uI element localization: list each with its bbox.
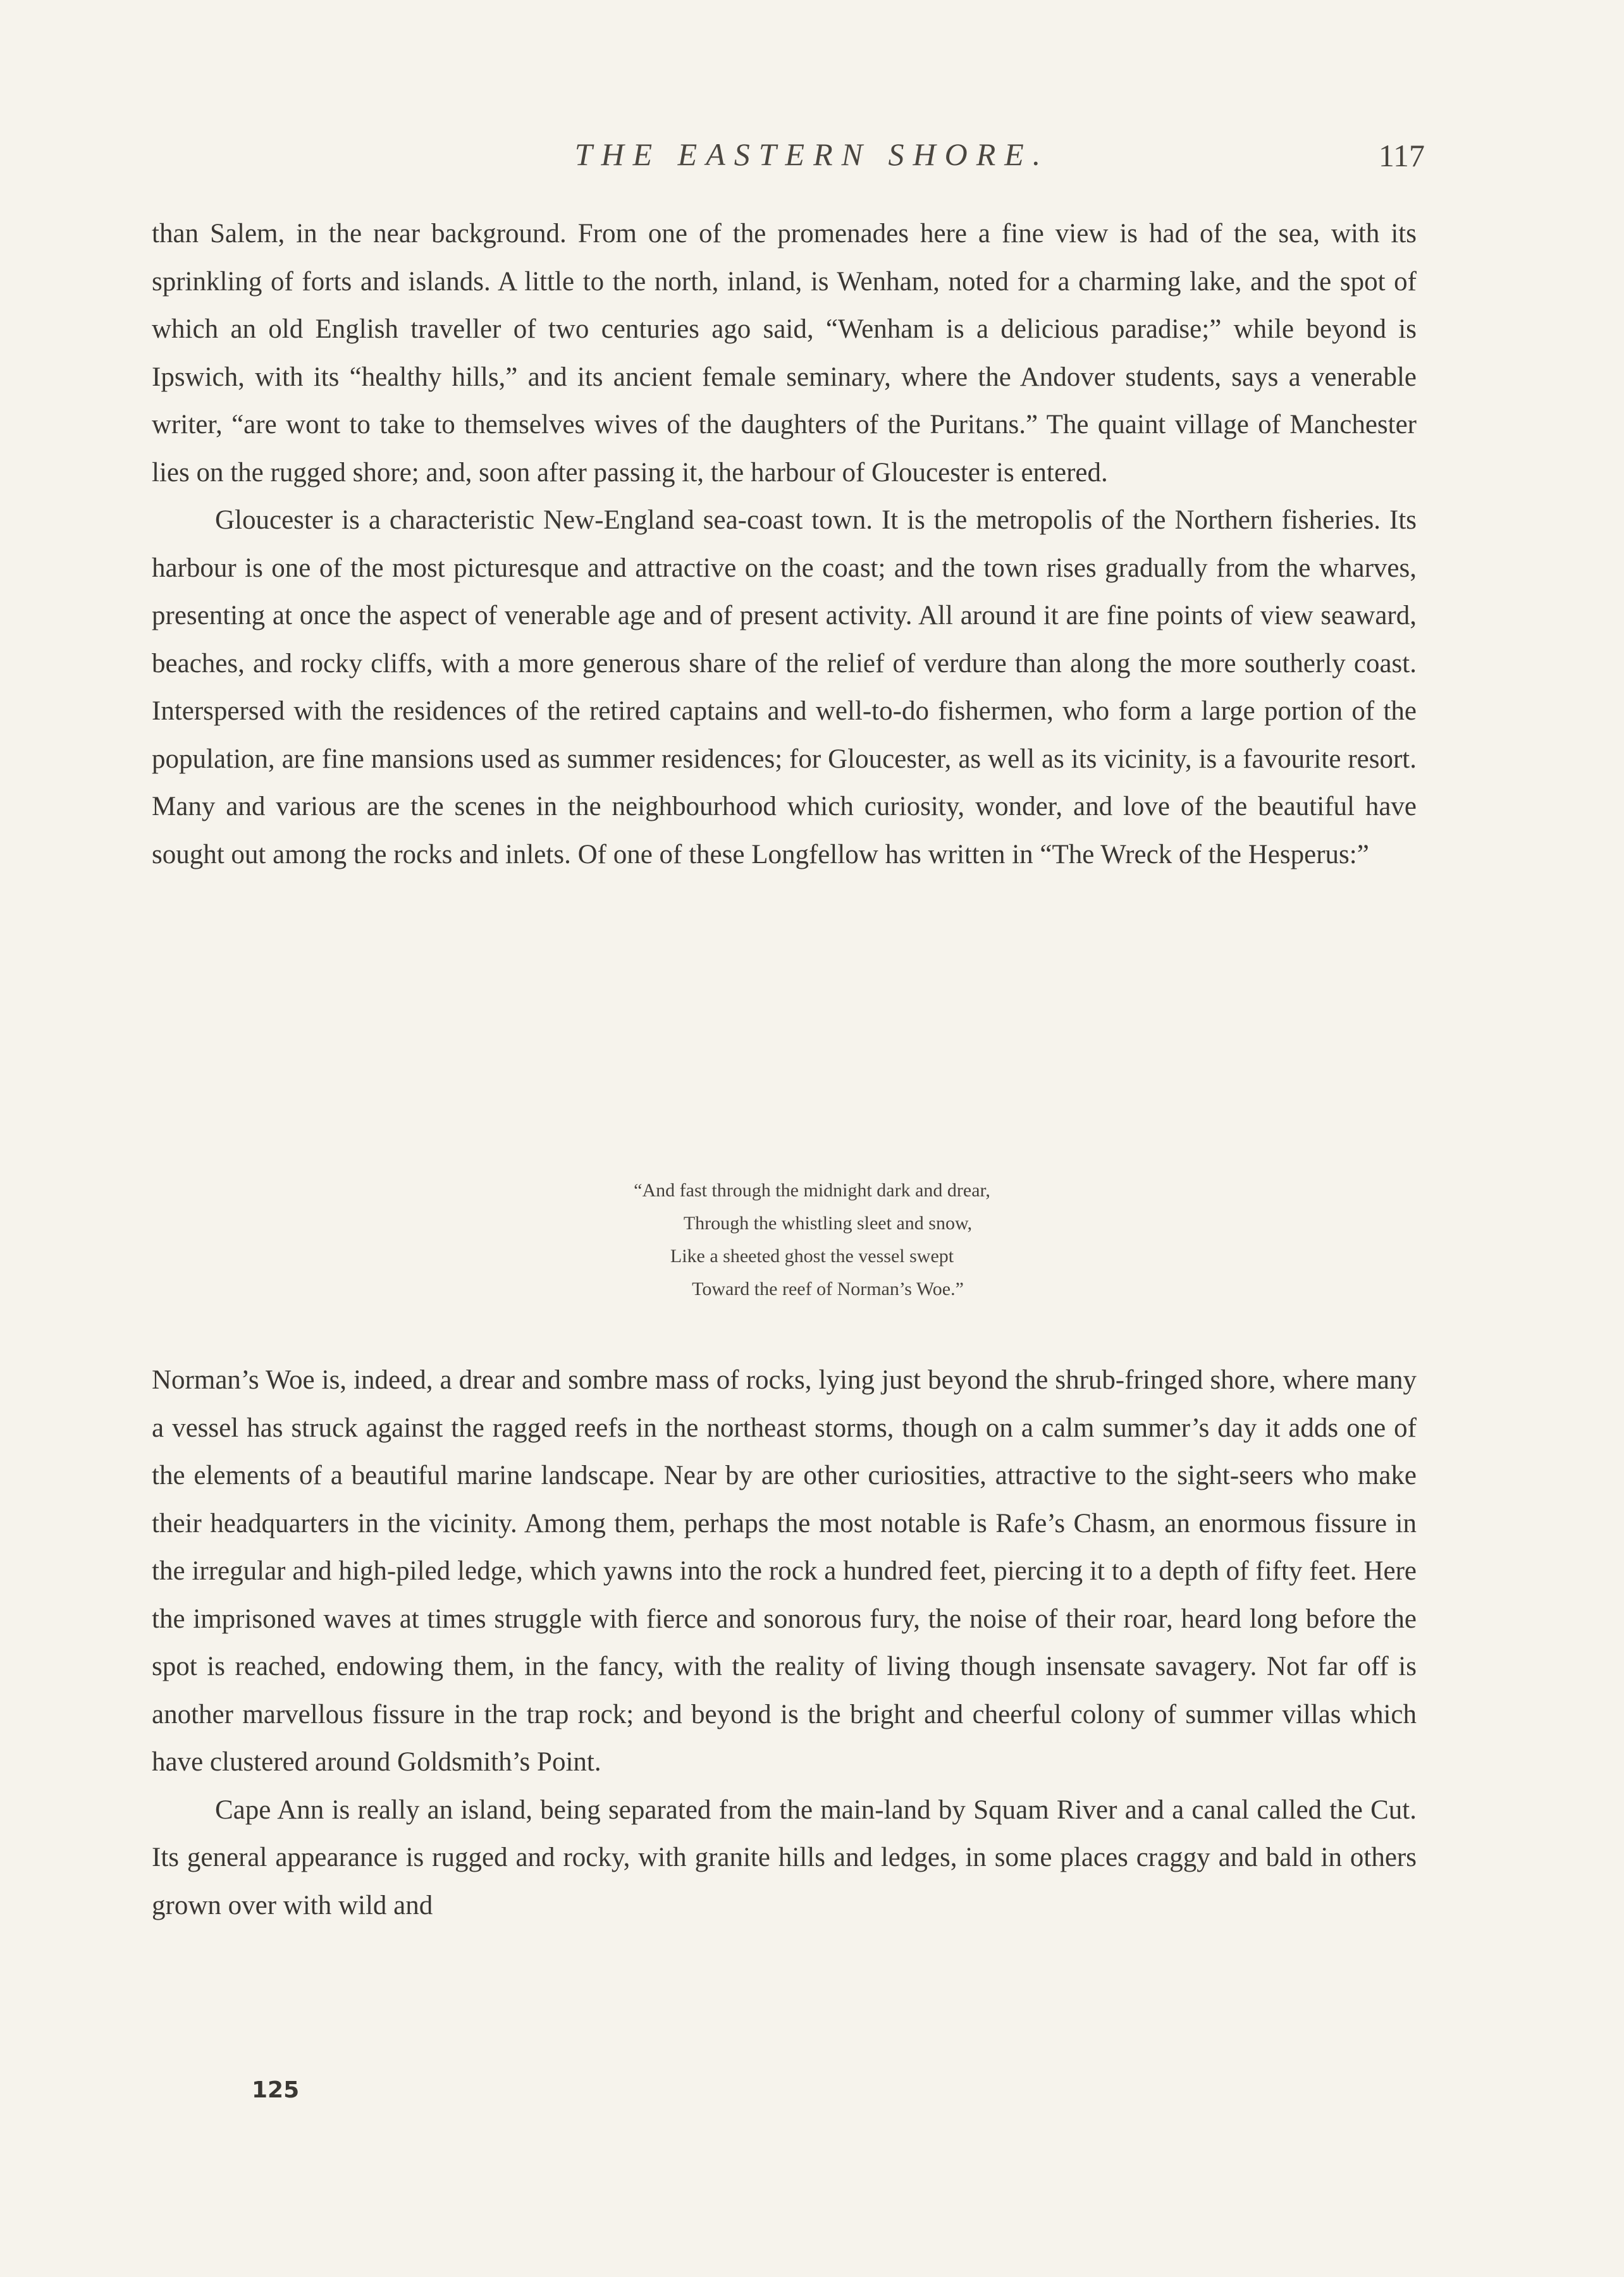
running-title: THE EASTERN SHORE. [574,137,1050,172]
paragraph-salem: than Salem, in the near background. From one of the promenades here a fine view is had of the sea, with its sprinkling of forts and islands. A little to the north, inland, is Wenham, noted for a charming lake, and the spot of which an old English traveller of two centuries ago said, “Wenham is a delicious paradise;” while beyond is Ipswich, with its “healthy hills,” and its ancient female seminary, where the Andover students, says a venerable writer, “are wont to take to themselves wives of the daughters of the Puritans.” The quaint village of Manchester lies on the rugged shore; and, soon after passing it, the harbour of Gloucester is entered. [152,219,1417,488]
poem-line: Through the whistling sleet and snow, [683,1213,973,1234]
body-text-bottom [152,1356,1417,1929]
poem-line: Toward the reef of Norman’s Woe.” [692,1279,964,1299]
poem-line: Like a sheeted ghost the vessel swept [670,1246,954,1267]
poem-line: “And fast through the midnight dark and drear, [634,1180,990,1201]
signature-mark: 125 [252,2077,300,2103]
body-text-top [152,210,1417,878]
running-head [0,136,1624,180]
paragraph-gloucester: Gloucester is a characteristic New-England sea-coast town. It is the metropolis of the Northern fisheries. Its harbour is one of the most picturesque and attractive on the coast; and the town rises gradually from the wharves, presenting at once the aspect of venerable age and of present activity. All around it are fine points of view seaward, beaches, and rocky cliffs, with a more generous share of the relief of verdure than along the more southerly coast. Interspersed with the residences of the retired captains and well-to-do fishermen, who form a large portion of the population, are fine mansions used as summer residences; for Gloucester, as well as its vicinity, is a favourite resort. Many and various are the scenes in the neighbourhood which curiosity, wonder, and love of the beautiful have sought out among the rocks and inlets. Of one of these Longfellow has written in “The Wreck of the Hesperus:” [152,505,1417,869]
poem-quotation [0,1174,1624,1306]
paragraph-normans-woe: Norman’s Woe is, indeed, a drear and sombre mass of rocks, lying just beyond the shrub-fringed shore, where many a vessel has struck against the ragged reefs in the northeast storms, though on a calm summer’s day it adds one of the elements of a beautiful marine landscape. Near by are other curiosities, attractive to the sight-seers who make their headquarters in the vicinity. Among them, perhaps the most notable is Rafe’s Chasm, an enormous fissure in the irregular and high-piled ledge, which yawns into the rock a hundred feet, piercing it to a depth of fifty feet. Here the imprisoned waves at times struggle with fierce and sonorous fury, the noise of their roar, heard long before the spot is reached, endowing them, in the fancy, with the reality of living though insensate savagery. Not far off is another marvellous fissure in the trap rock; and beyond is the bright and cheerful colony of summer villas which have clustered around Goldsmith’s Point. [152,1365,1417,1777]
paragraph-cape-ann: Cape Ann is really an island, being separated from the main-land by Squam River and a canal called the Cut. Its general appearance is rugged and rocky, with granite hills and ledges, in some places craggy and bald in others grown over with wild and [152,1795,1417,1920]
page-number: 117 [1378,138,1425,173]
